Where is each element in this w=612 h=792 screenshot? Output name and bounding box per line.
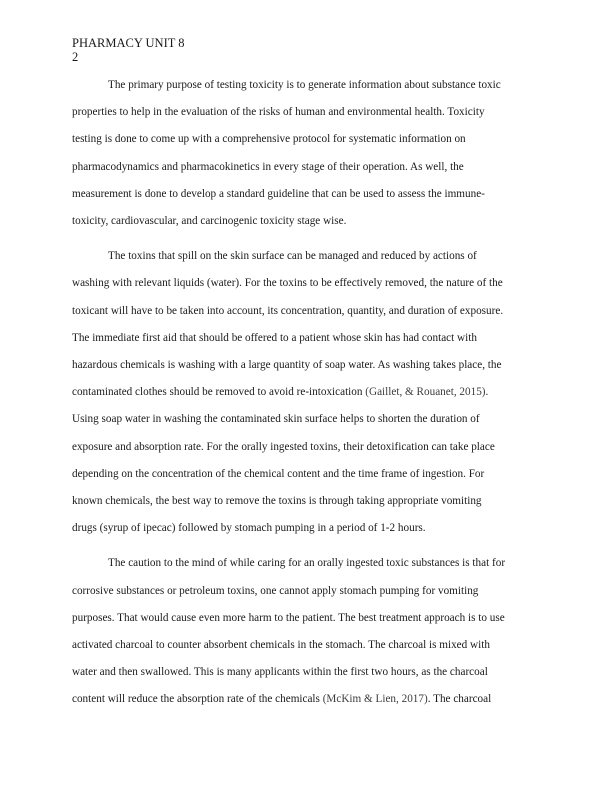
running-header: [72, 36, 185, 64]
header-title: PHARMACY UNIT 8: [72, 36, 185, 50]
document-body: [72, 72, 540, 722]
paragraph-line: known chemicals, the best way to remove the toxins is through taking appropriate vomiting: [72, 495, 482, 508]
paragraph-line: exposure and absorption rate. For the orally ingested toxins, their detoxification can take place: [72, 440, 495, 453]
paragraph-line: purposes. That would cause even more harm to the patient. The best treatment approach is to use: [72, 611, 505, 624]
paragraph-line: The immediate first aid that should be offered to a patient whose skin has had contact with: [72, 331, 477, 344]
paragraph-line: depending on the concentration of the chemical content and the time frame of ingestion. For: [72, 467, 485, 480]
paragraph-line: Using soap water in washing the contaminated skin surface helps to shorten the duration of: [72, 413, 480, 426]
paragraph-line-with-citation: [72, 686, 540, 713]
paragraph-line: properties to help in the evaluation of the risks of human and environmental health. Toxicity: [72, 106, 485, 119]
paragraph-oral-ingestion: [72, 550, 540, 713]
paragraph-line: pharmacodynamics and pharmacokinetics in every stage of their operation. As well, the: [72, 160, 464, 173]
paragraph-line: toxicant will have to be taken into account, its concentration, quantity, and duration of exposure.: [72, 304, 504, 317]
page-number: 2: [72, 50, 79, 64]
paragraph-line: hazardous chemicals is washing with a large quantity of soap water. As washing takes place, the: [72, 359, 502, 372]
paragraph-line: measurement is done to develop a standard guideline that can be used to assess the immune-: [72, 187, 485, 200]
paragraph-line: water and then swallowed. This is many applicants within the first two hours, as the charcoal: [72, 666, 488, 679]
paragraph-line-with-citation: [72, 379, 540, 406]
paragraph-line: The toxins that spill on the skin surface can be managed and reduced by actions of: [108, 250, 477, 263]
paragraph-line: toxicity, cardiovascular, and carcinogenic toxicity stage wise.: [72, 215, 347, 228]
paragraph-toxicity-testing: [72, 72, 540, 235]
paragraph-line: activated charcoal to counter absorbent chemicals in the stomach. The charcoal is mixed with: [72, 639, 490, 652]
line-text: contaminated clothes should be removed to avoid re-intoxication: [72, 386, 366, 399]
line-text: . The charcoal: [427, 693, 492, 706]
paragraph-line: The primary purpose of testing toxicity is to generate information about substance toxic: [108, 79, 501, 91]
paragraph-line: washing with relevant liquids (water). For the toxins to be effectively removed, the nature of the: [72, 277, 503, 290]
citation: (Gaillet, & Rouanet, 2015): [365, 386, 486, 399]
paragraph-line: corrosive substances or petroleum toxins, one cannot apply stomach pumping for vomiting: [72, 584, 479, 597]
line-text: .: [485, 386, 489, 399]
line-text: content will reduce the absorption rate of the chemicals: [72, 693, 323, 706]
paragraph-line: testing is done to come up with a comprehensive protocol for systematic information on: [72, 133, 466, 146]
paragraph-line: drugs (syrup of ipecac) followed by stomach pumping in a period of 1-2 hours.: [72, 522, 426, 535]
paragraph-line: The caution to the mind of while caring for an orally ingested toxic substances is that for: [108, 557, 506, 570]
citation: (McKim & Lien, 2017): [322, 693, 428, 706]
paragraph-skin-toxins: [72, 243, 540, 542]
